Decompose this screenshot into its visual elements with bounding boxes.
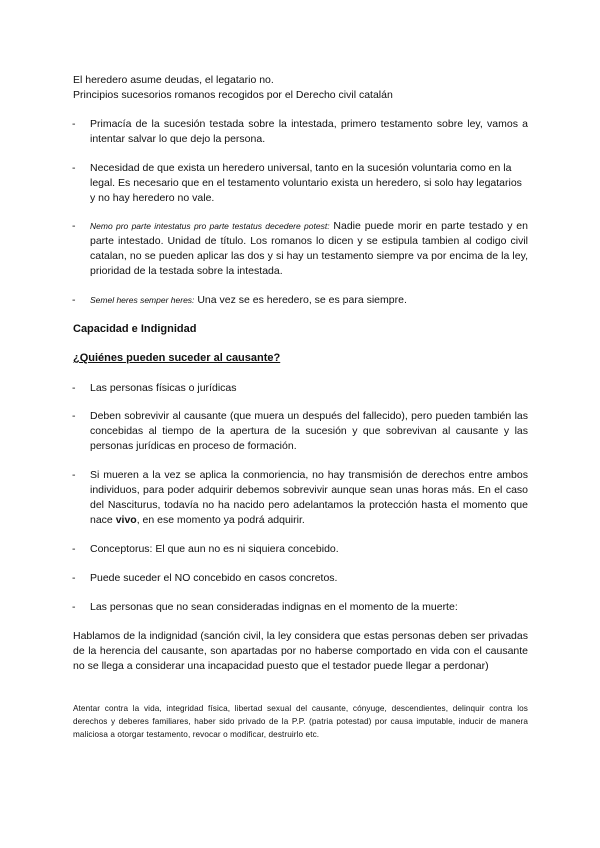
list-item — [72, 571, 528, 586]
list-item-text: Una vez se es heredero, se es para siempre. — [194, 294, 407, 306]
list-item-text: Las personas que no sean consideradas indignas en el momento de la muerte: — [90, 601, 458, 613]
list-dash: - — [72, 410, 76, 422]
list-dash: - — [72, 382, 76, 394]
list-item — [72, 600, 528, 615]
indignity-paragraph: Hablamos de la indignidad (sanción civil, la ley considera que estas personas deben ser privadas de la herencia del causante, son apartadas por no haberse comportado en vida con el causante no se llega a considerar una incapacidad puesto que el testador puede llegar a perdonar) — [73, 630, 528, 672]
list-item — [72, 468, 528, 528]
list-item — [72, 219, 528, 279]
list-item-text: , en ese momento ya podrá adquirir. — [136, 514, 305, 526]
list-dash: - — [72, 572, 76, 584]
list-dash: - — [72, 294, 76, 306]
indignity-causes: Atentar contra la vida, integridad física, libertad sexual del causante, cónyuge, descendientes, delinquir contra los derechos y deberes familiares, haber sido privado de la P.P. (patria potestad) por causa imputable, inducir de manera maliciosa a otorgar testamento, revocar o modificar, destruirlo etc. — [73, 704, 528, 739]
question-heading: ¿Quiénes pueden suceder al causante? — [73, 352, 281, 364]
list-item-text: Nadie puede morir en parte testado y en parte intestado. Unidad de título. Los romanos lo dicen y se estipula tambien al codigo civil catalan, no se pueden aplicar las dos y si hay un testamento siempre va por encima de la ley, prioridad de la testada sobre la intestada. — [90, 220, 528, 277]
list-dash: - — [72, 162, 76, 174]
list-item — [72, 381, 528, 396]
list-item-text: Si mueren a la vez se aplica la conmoriencia, no hay transmisión de derechos entre ambos individuos, para poder adquirir debemos sobrevivir aunque sean unas horas más. En el caso del Nasciturus, todavía no ha nacido pero adelantamos la protección hasta el momento que nace — [90, 469, 528, 526]
list-dash: - — [72, 601, 76, 613]
list-item — [72, 542, 528, 557]
list-item-text: Conceptorus: El que aun no es ni siquiera concebido. — [90, 543, 339, 555]
list-item — [72, 293, 528, 308]
section-title: Capacidad e Indignidad — [73, 323, 197, 335]
list-item-text: Primacía de la sucesión testada sobre la intestada, primero testamento sobre ley, vamos a intentar salvar lo que dejo la persona. — [90, 118, 528, 145]
intro-line-1: El heredero asume deudas, el legatario no. — [73, 74, 274, 86]
list-dash: - — [72, 469, 76, 481]
latin-maxim: Semel heres semper heres: — [90, 295, 195, 305]
list-item-text: Deben sobrevivir al causante (que muera un después del fallecido), pero pueden también las concebidas al tiempo de la apertura de la sucesión y que sobrevivan al causante y las personas jurídicas en proceso de formación. — [90, 410, 528, 452]
emphasis-word: vivo — [115, 514, 137, 526]
latin-maxim: Nemo pro parte intestatus pro parte testatus decedere potest: — [90, 221, 330, 231]
list-dash: - — [72, 543, 76, 555]
list-dash: - — [72, 220, 76, 232]
list-item — [72, 161, 528, 206]
list-item — [72, 409, 528, 454]
list-item-text: Puede suceder el NO concebido en casos concretos. — [90, 572, 338, 584]
list-item-text: Las personas físicas o jurídicas — [90, 382, 237, 394]
list-item — [72, 117, 528, 147]
list-dash: - — [72, 118, 76, 130]
list-item-text: Necesidad de que exista un heredero universal, tanto en la sucesión voluntaria como en la legal. Es necesario que en el testamento voluntario exista un heredero, si solo hay legatarios y no hay heredero no vale. — [90, 162, 522, 204]
intro-line-2: Principios sucesorios romanos recogidos por el Derecho civil catalán — [73, 89, 393, 101]
